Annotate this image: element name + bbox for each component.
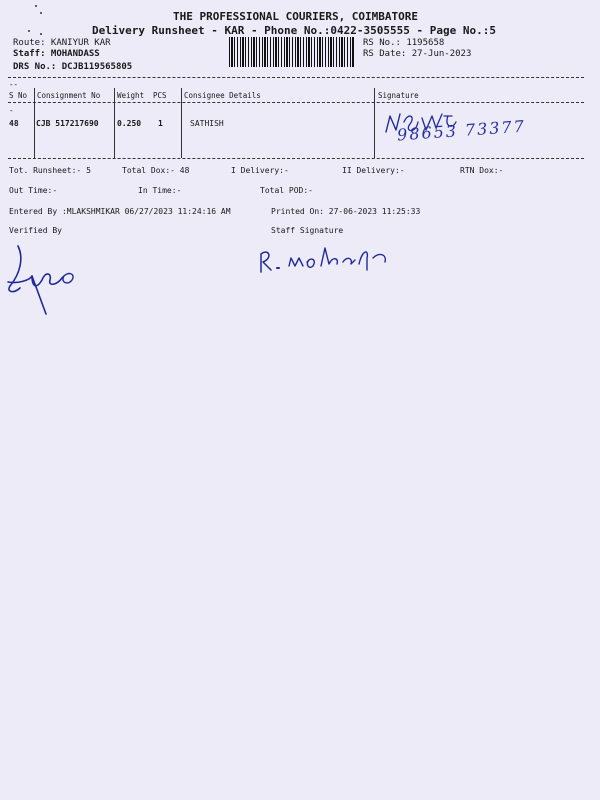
row-weight: 0.250 (117, 119, 142, 128)
barcode (229, 37, 355, 67)
i-delivery: I Delivery:- (231, 166, 289, 175)
scan-speck (28, 30, 30, 32)
total-dox: Total Dox:- 48 (122, 166, 190, 175)
rs-number: RS No.: 1195658 (363, 38, 445, 48)
total-runsheet: Tot. Runsheet:- 5 (9, 166, 91, 175)
consignee-phone-handwritten: 98653 73377 (396, 116, 527, 145)
scan-speck (35, 5, 37, 7)
printed-on: Printed On: 27-06-2023 11:25:33 (271, 207, 421, 216)
table-bottom-rule (8, 158, 584, 159)
col-header-weight: Weight (117, 91, 145, 100)
entered-by: Entered By :MLAKSHMIKAR 06/27/2023 11:24:16 AM (9, 207, 231, 216)
ii-delivery: II Delivery:- (342, 166, 405, 175)
col-divider (181, 88, 182, 158)
in-time: In Time:- (138, 186, 182, 195)
col-header-sno: S No (9, 91, 28, 100)
col-divider (34, 88, 35, 158)
row-pcs: 1 (158, 119, 163, 128)
staff-signature-label: Staff Signature (271, 226, 344, 235)
runsheet-subtitle: Delivery Runsheet - KAR - Phone No.:0422-3505555 - Page No.:5 (92, 24, 496, 37)
table-top-rule (8, 77, 584, 78)
out-time: Out Time:- (9, 186, 58, 195)
rs-date: RS Date: 27-Jun-2023 (363, 49, 472, 59)
row-consignment: CJB 517217690 (36, 119, 99, 128)
col-header-consignment: Consignment No (37, 91, 101, 100)
col-header-pcs: PCS (153, 91, 167, 100)
scan-speck (40, 12, 42, 14)
total-pod: Total POD:- (260, 186, 313, 195)
staff-label: Staff: MOHANDASS (13, 49, 100, 59)
drs-number: DRS No.: DCJB119565805 (13, 62, 133, 72)
row-sno: 48 (9, 119, 19, 128)
col-header-consignee: Consignee Details (184, 91, 261, 100)
rtn-dox: RTN Dox:- (460, 166, 504, 175)
dash-marker: -- (9, 80, 19, 89)
route-label: Route: KANIYUR KAR (13, 38, 111, 48)
col-header-signature: Signature (378, 91, 419, 100)
col-divider (114, 88, 115, 158)
company-title: THE PROFESSIONAL COURIERS, COIMBATORE (173, 10, 419, 23)
scan-speck (40, 33, 42, 35)
verified-by-label: Verified By (9, 226, 62, 235)
staff-signature (255, 236, 395, 276)
col-divider (374, 88, 375, 158)
row-consignee: SATHISH (190, 119, 224, 128)
table-header-rule (8, 102, 584, 103)
dash-marker: - (9, 106, 14, 115)
verifier-signature (2, 240, 84, 316)
